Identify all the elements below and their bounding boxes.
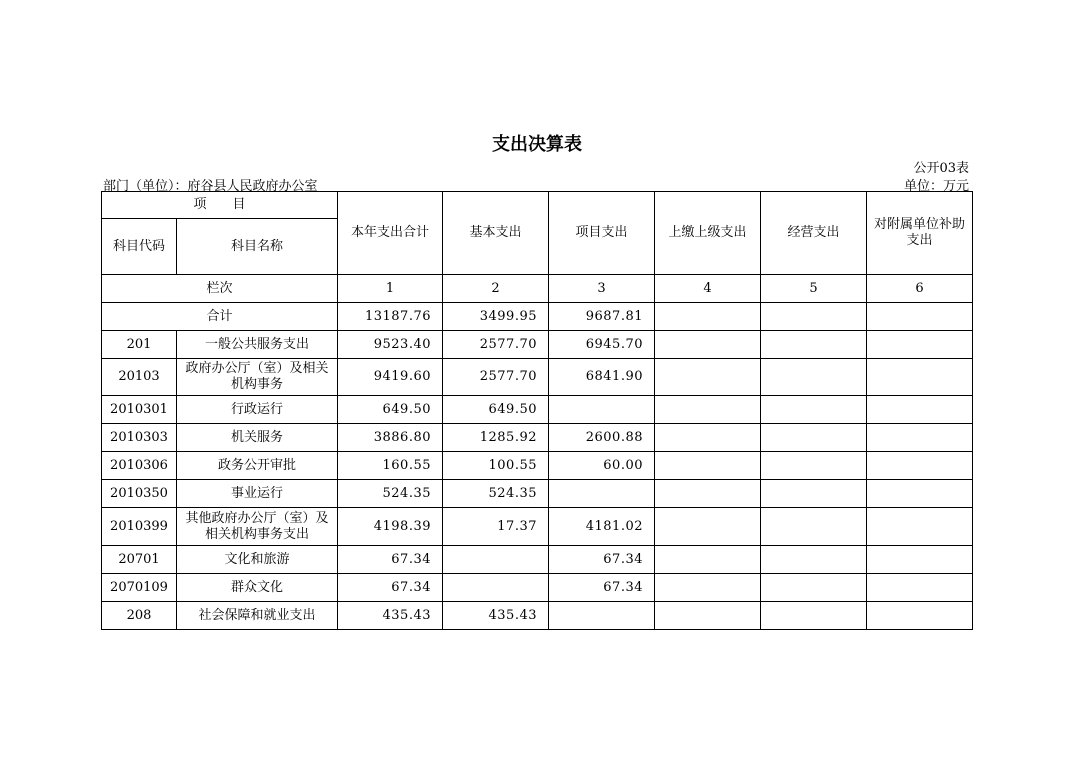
cell-upper bbox=[655, 359, 761, 396]
cell-code: 2010301 bbox=[102, 396, 177, 424]
table-row bbox=[102, 602, 973, 630]
cell-subsidy bbox=[867, 546, 973, 574]
header-subsidy: 对附属单位补助支出 bbox=[867, 192, 973, 275]
cell-subsidy bbox=[867, 331, 973, 359]
unit-label: 单位：万元 bbox=[903, 179, 969, 194]
header-business: 经营支出 bbox=[761, 192, 867, 275]
cell-business bbox=[761, 359, 867, 396]
header-project: 项 目 bbox=[102, 192, 338, 219]
cell-project: 6841.90 bbox=[549, 359, 655, 396]
total-row-basic: 3499.95 bbox=[443, 303, 549, 331]
cell-business bbox=[761, 396, 867, 424]
header-project-expenditure: 项目支出 bbox=[549, 192, 655, 275]
header-upper: 上缴上级支出 bbox=[655, 192, 761, 275]
cell-code: 2010306 bbox=[102, 452, 177, 480]
cell-business bbox=[761, 574, 867, 602]
table-row bbox=[102, 359, 973, 396]
cell-project bbox=[549, 396, 655, 424]
cell-project: 6945.70 bbox=[549, 331, 655, 359]
cell-name: 机关服务 bbox=[177, 424, 338, 452]
column-number-6: 6 bbox=[867, 275, 973, 303]
header-total: 本年支出合计 bbox=[338, 192, 443, 275]
cell-business bbox=[761, 424, 867, 452]
table-row bbox=[102, 574, 973, 602]
cell-upper bbox=[655, 574, 761, 602]
cell-project: 67.34 bbox=[549, 546, 655, 574]
cell-upper bbox=[655, 331, 761, 359]
cell-upper bbox=[655, 546, 761, 574]
cell-code: 2010303 bbox=[102, 424, 177, 452]
cell-upper bbox=[655, 480, 761, 508]
cell-upper bbox=[655, 452, 761, 480]
cell-code: 20103 bbox=[102, 359, 177, 396]
cell-business bbox=[761, 480, 867, 508]
cell-upper bbox=[655, 424, 761, 452]
cell-total: 67.34 bbox=[338, 574, 443, 602]
cell-basic bbox=[443, 574, 549, 602]
cell-business bbox=[761, 452, 867, 480]
header-basic: 基本支出 bbox=[443, 192, 549, 275]
cell-subsidy bbox=[867, 480, 973, 508]
cell-total: 9419.60 bbox=[338, 359, 443, 396]
cell-basic: 2577.70 bbox=[443, 359, 549, 396]
cell-project: 60.00 bbox=[549, 452, 655, 480]
cell-subsidy bbox=[867, 602, 973, 630]
cell-project: 4181.02 bbox=[549, 508, 655, 546]
cell-name: 群众文化 bbox=[177, 574, 338, 602]
column-number-1: 1 bbox=[338, 275, 443, 303]
cell-business bbox=[761, 546, 867, 574]
cell-name: 其他政府办公厅（室）及相关机构事务支出 bbox=[177, 508, 338, 546]
cell-basic bbox=[443, 546, 549, 574]
cell-project: 2600.88 bbox=[549, 424, 655, 452]
cell-total: 4198.39 bbox=[338, 508, 443, 546]
table-row bbox=[102, 480, 973, 508]
total-row-total: 13187.76 bbox=[338, 303, 443, 331]
cell-total: 649.50 bbox=[338, 396, 443, 424]
total-row-subsidy bbox=[867, 303, 973, 331]
table-row bbox=[102, 424, 973, 452]
cell-upper bbox=[655, 602, 761, 630]
cell-total: 67.34 bbox=[338, 546, 443, 574]
cell-basic: 17.37 bbox=[443, 508, 549, 546]
cell-basic: 100.55 bbox=[443, 452, 549, 480]
cell-name: 事业运行 bbox=[177, 480, 338, 508]
cell-name: 社会保障和就业支出 bbox=[177, 602, 338, 630]
cell-subsidy bbox=[867, 574, 973, 602]
expenditure-table bbox=[101, 191, 973, 630]
cell-basic: 2577.70 bbox=[443, 331, 549, 359]
cell-code: 208 bbox=[102, 602, 177, 630]
cell-code: 20701 bbox=[102, 546, 177, 574]
table-row bbox=[102, 331, 973, 359]
cell-name: 行政运行 bbox=[177, 396, 338, 424]
cell-business bbox=[761, 508, 867, 546]
column-number-2: 2 bbox=[443, 275, 549, 303]
cell-name: 政府办公厅（室）及相关机构事务 bbox=[177, 359, 338, 396]
cell-project: 67.34 bbox=[549, 574, 655, 602]
cell-total: 160.55 bbox=[338, 452, 443, 480]
form-number: 公开03表 bbox=[913, 161, 969, 176]
cell-code: 2010399 bbox=[102, 508, 177, 546]
cell-basic: 435.43 bbox=[443, 602, 549, 630]
cell-subsidy bbox=[867, 424, 973, 452]
cell-total: 435.43 bbox=[338, 602, 443, 630]
cell-code: 2010350 bbox=[102, 480, 177, 508]
cell-code: 201 bbox=[102, 331, 177, 359]
table-row bbox=[102, 546, 973, 574]
cell-name: 政务公开审批 bbox=[177, 452, 338, 480]
column-number-label: 栏次 bbox=[102, 275, 338, 303]
cell-basic: 649.50 bbox=[443, 396, 549, 424]
cell-name: 文化和旅游 bbox=[177, 546, 338, 574]
table-row bbox=[102, 396, 973, 424]
cell-subsidy bbox=[867, 396, 973, 424]
cell-subsidy bbox=[867, 359, 973, 396]
cell-total: 524.35 bbox=[338, 480, 443, 508]
total-row-label: 合计 bbox=[102, 303, 338, 331]
cell-basic: 524.35 bbox=[443, 480, 549, 508]
cell-business bbox=[761, 331, 867, 359]
column-number-5: 5 bbox=[761, 275, 867, 303]
cell-project bbox=[549, 602, 655, 630]
cell-project bbox=[549, 480, 655, 508]
cell-upper bbox=[655, 508, 761, 546]
cell-code: 2070109 bbox=[102, 574, 177, 602]
page-title: 支出决算表 bbox=[492, 134, 582, 155]
cell-subsidy bbox=[867, 508, 973, 546]
cell-business bbox=[761, 602, 867, 630]
column-number-4: 4 bbox=[655, 275, 761, 303]
header-name: 科目名称 bbox=[177, 219, 338, 275]
header-code: 科目代码 bbox=[102, 219, 177, 275]
cell-total: 3886.80 bbox=[338, 424, 443, 452]
total-row-project: 9687.81 bbox=[549, 303, 655, 331]
cell-subsidy bbox=[867, 452, 973, 480]
total-row-business bbox=[761, 303, 867, 331]
column-number-3: 3 bbox=[549, 275, 655, 303]
total-row-upper bbox=[655, 303, 761, 331]
cell-name: 一般公共服务支出 bbox=[177, 331, 338, 359]
table-row bbox=[102, 452, 973, 480]
cell-upper bbox=[655, 396, 761, 424]
cell-basic: 1285.92 bbox=[443, 424, 549, 452]
table-row bbox=[102, 508, 973, 546]
cell-total: 9523.40 bbox=[338, 331, 443, 359]
department-label: 部门（单位）：府谷县人民政府办公室 bbox=[103, 179, 318, 194]
